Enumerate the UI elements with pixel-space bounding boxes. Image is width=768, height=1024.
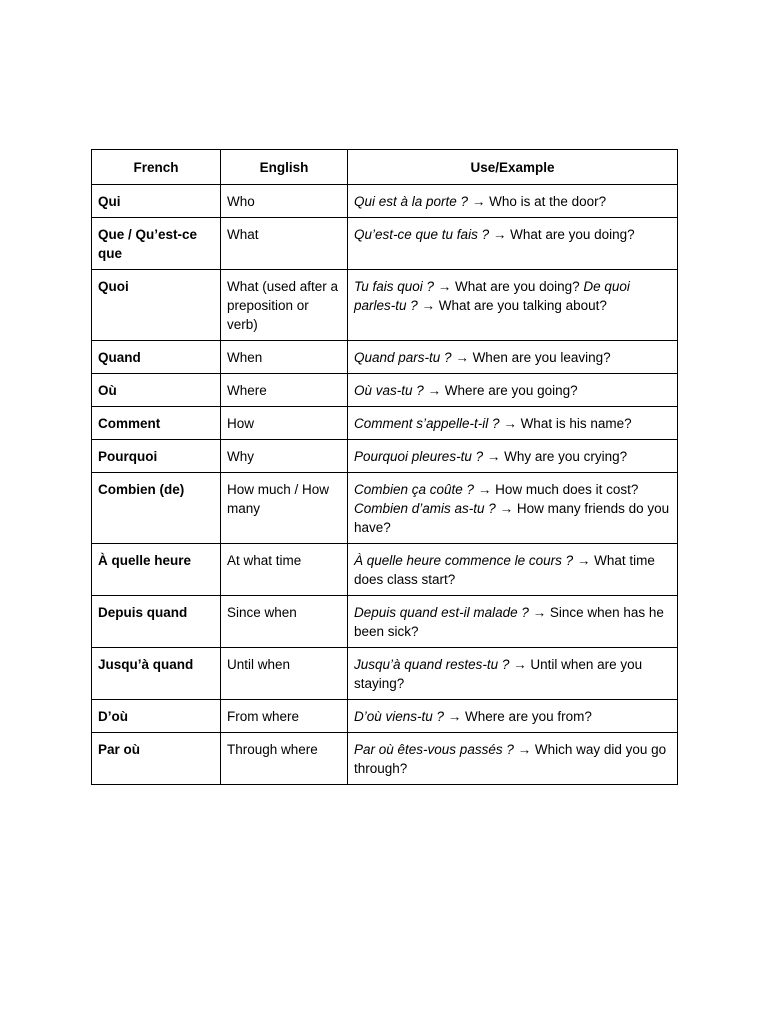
english-meaning: How much / How many xyxy=(221,473,348,544)
french-term: D’où xyxy=(92,700,221,733)
english-meaning: Since when xyxy=(221,596,348,648)
example-french: Qui est à la porte ? xyxy=(354,194,469,209)
english-meaning: Until when xyxy=(221,648,348,700)
french-term: Jusqu’à quand xyxy=(92,648,221,700)
example-cell xyxy=(348,648,678,700)
french-term: Pourquoi xyxy=(92,440,221,473)
example-french: Quand pars-tu ? xyxy=(354,350,452,365)
example-english: → What are you talking about? xyxy=(417,298,607,313)
example-english: → How much does it cost? xyxy=(474,482,639,497)
example-english: → Why are you crying? xyxy=(483,449,628,464)
example-cell xyxy=(348,374,678,407)
english-meaning: Through where xyxy=(221,733,348,785)
table-header-row xyxy=(92,150,678,185)
example-english: → When are you leaving? xyxy=(451,350,611,365)
example-french: D’où viens-tu ? xyxy=(354,709,445,724)
example-cell xyxy=(348,733,678,785)
example-english: → Which way did you go through? xyxy=(354,742,667,776)
example-french: Où vas-tu ? xyxy=(354,383,424,398)
example-english: → Since when has he been sick? xyxy=(354,605,664,639)
english-meaning: When xyxy=(221,341,348,374)
english-meaning: What xyxy=(221,218,348,270)
english-meaning: Who xyxy=(221,185,348,218)
example-french: Pourquoi pleures-tu ? xyxy=(354,449,484,464)
example-french: Comment s’appelle-t-il ? xyxy=(354,416,500,431)
english-meaning: Why xyxy=(221,440,348,473)
question-words-table xyxy=(91,149,678,785)
english-meaning: Where xyxy=(221,374,348,407)
table-row xyxy=(92,218,678,270)
example-french: À quelle heure commence le cours ? xyxy=(354,553,574,568)
french-term: Combien (de) xyxy=(92,473,221,544)
example-english: → What is his name? xyxy=(499,416,632,431)
example-french: Par où êtes-vous passés ? xyxy=(354,742,514,757)
english-meaning: At what time xyxy=(221,544,348,596)
example-cell xyxy=(348,407,678,440)
french-term: À quelle heure xyxy=(92,544,221,596)
table-row xyxy=(92,700,678,733)
example-english: → Where are you going? xyxy=(423,383,578,398)
example-cell xyxy=(348,596,678,648)
table-row xyxy=(92,473,678,544)
french-term: Par où xyxy=(92,733,221,785)
example-english: → Where are you from? xyxy=(444,709,592,724)
example-cell xyxy=(348,341,678,374)
example-english: → Until when are you staying? xyxy=(354,657,643,691)
example-english: → What time does class start? xyxy=(354,553,655,587)
example-english: → How many friends do you have? xyxy=(354,501,670,535)
table-row xyxy=(92,596,678,648)
french-term: Que / Qu’est-ce que xyxy=(92,218,221,270)
example-french: De quoi parles-tu ? xyxy=(354,279,630,313)
table-row xyxy=(92,544,678,596)
example-french: Combien d’amis as-tu ? xyxy=(354,501,496,516)
header-use-example: Use/Example xyxy=(348,150,678,185)
french-term: Quand xyxy=(92,341,221,374)
example-french: Depuis quand est-il malade ? xyxy=(354,605,529,620)
example-cell xyxy=(348,473,678,544)
english-meaning: How xyxy=(221,407,348,440)
example-english: → What are you doing? xyxy=(489,227,635,242)
table-row xyxy=(92,407,678,440)
example-french: Combien ça coûte ? xyxy=(354,482,475,497)
example-cell xyxy=(348,218,678,270)
example-english: → What are you doing? xyxy=(434,279,584,294)
example-french: Tu fais quoi ? xyxy=(354,279,435,294)
table-row xyxy=(92,648,678,700)
table-row xyxy=(92,270,678,341)
example-cell xyxy=(348,270,678,341)
example-english: → Who is at the door? xyxy=(468,194,607,209)
table-row xyxy=(92,733,678,785)
table-row xyxy=(92,440,678,473)
table-row xyxy=(92,341,678,374)
french-term: Quoi xyxy=(92,270,221,341)
table-body xyxy=(92,185,678,785)
english-meaning: What (used after a preposition or verb) xyxy=(221,270,348,341)
example-french: Qu’est-ce que tu fais ? xyxy=(354,227,490,242)
example-french: Jusqu’à quand restes-tu ? xyxy=(354,657,510,672)
table-row xyxy=(92,374,678,407)
example-cell xyxy=(348,544,678,596)
french-term: Comment xyxy=(92,407,221,440)
table-row xyxy=(92,185,678,218)
french-term: Qui xyxy=(92,185,221,218)
example-cell xyxy=(348,185,678,218)
header-french: French xyxy=(92,150,221,185)
french-term: Depuis quand xyxy=(92,596,221,648)
french-term: Où xyxy=(92,374,221,407)
example-cell xyxy=(348,440,678,473)
example-cell xyxy=(348,700,678,733)
english-meaning: From where xyxy=(221,700,348,733)
header-english: English xyxy=(221,150,348,185)
